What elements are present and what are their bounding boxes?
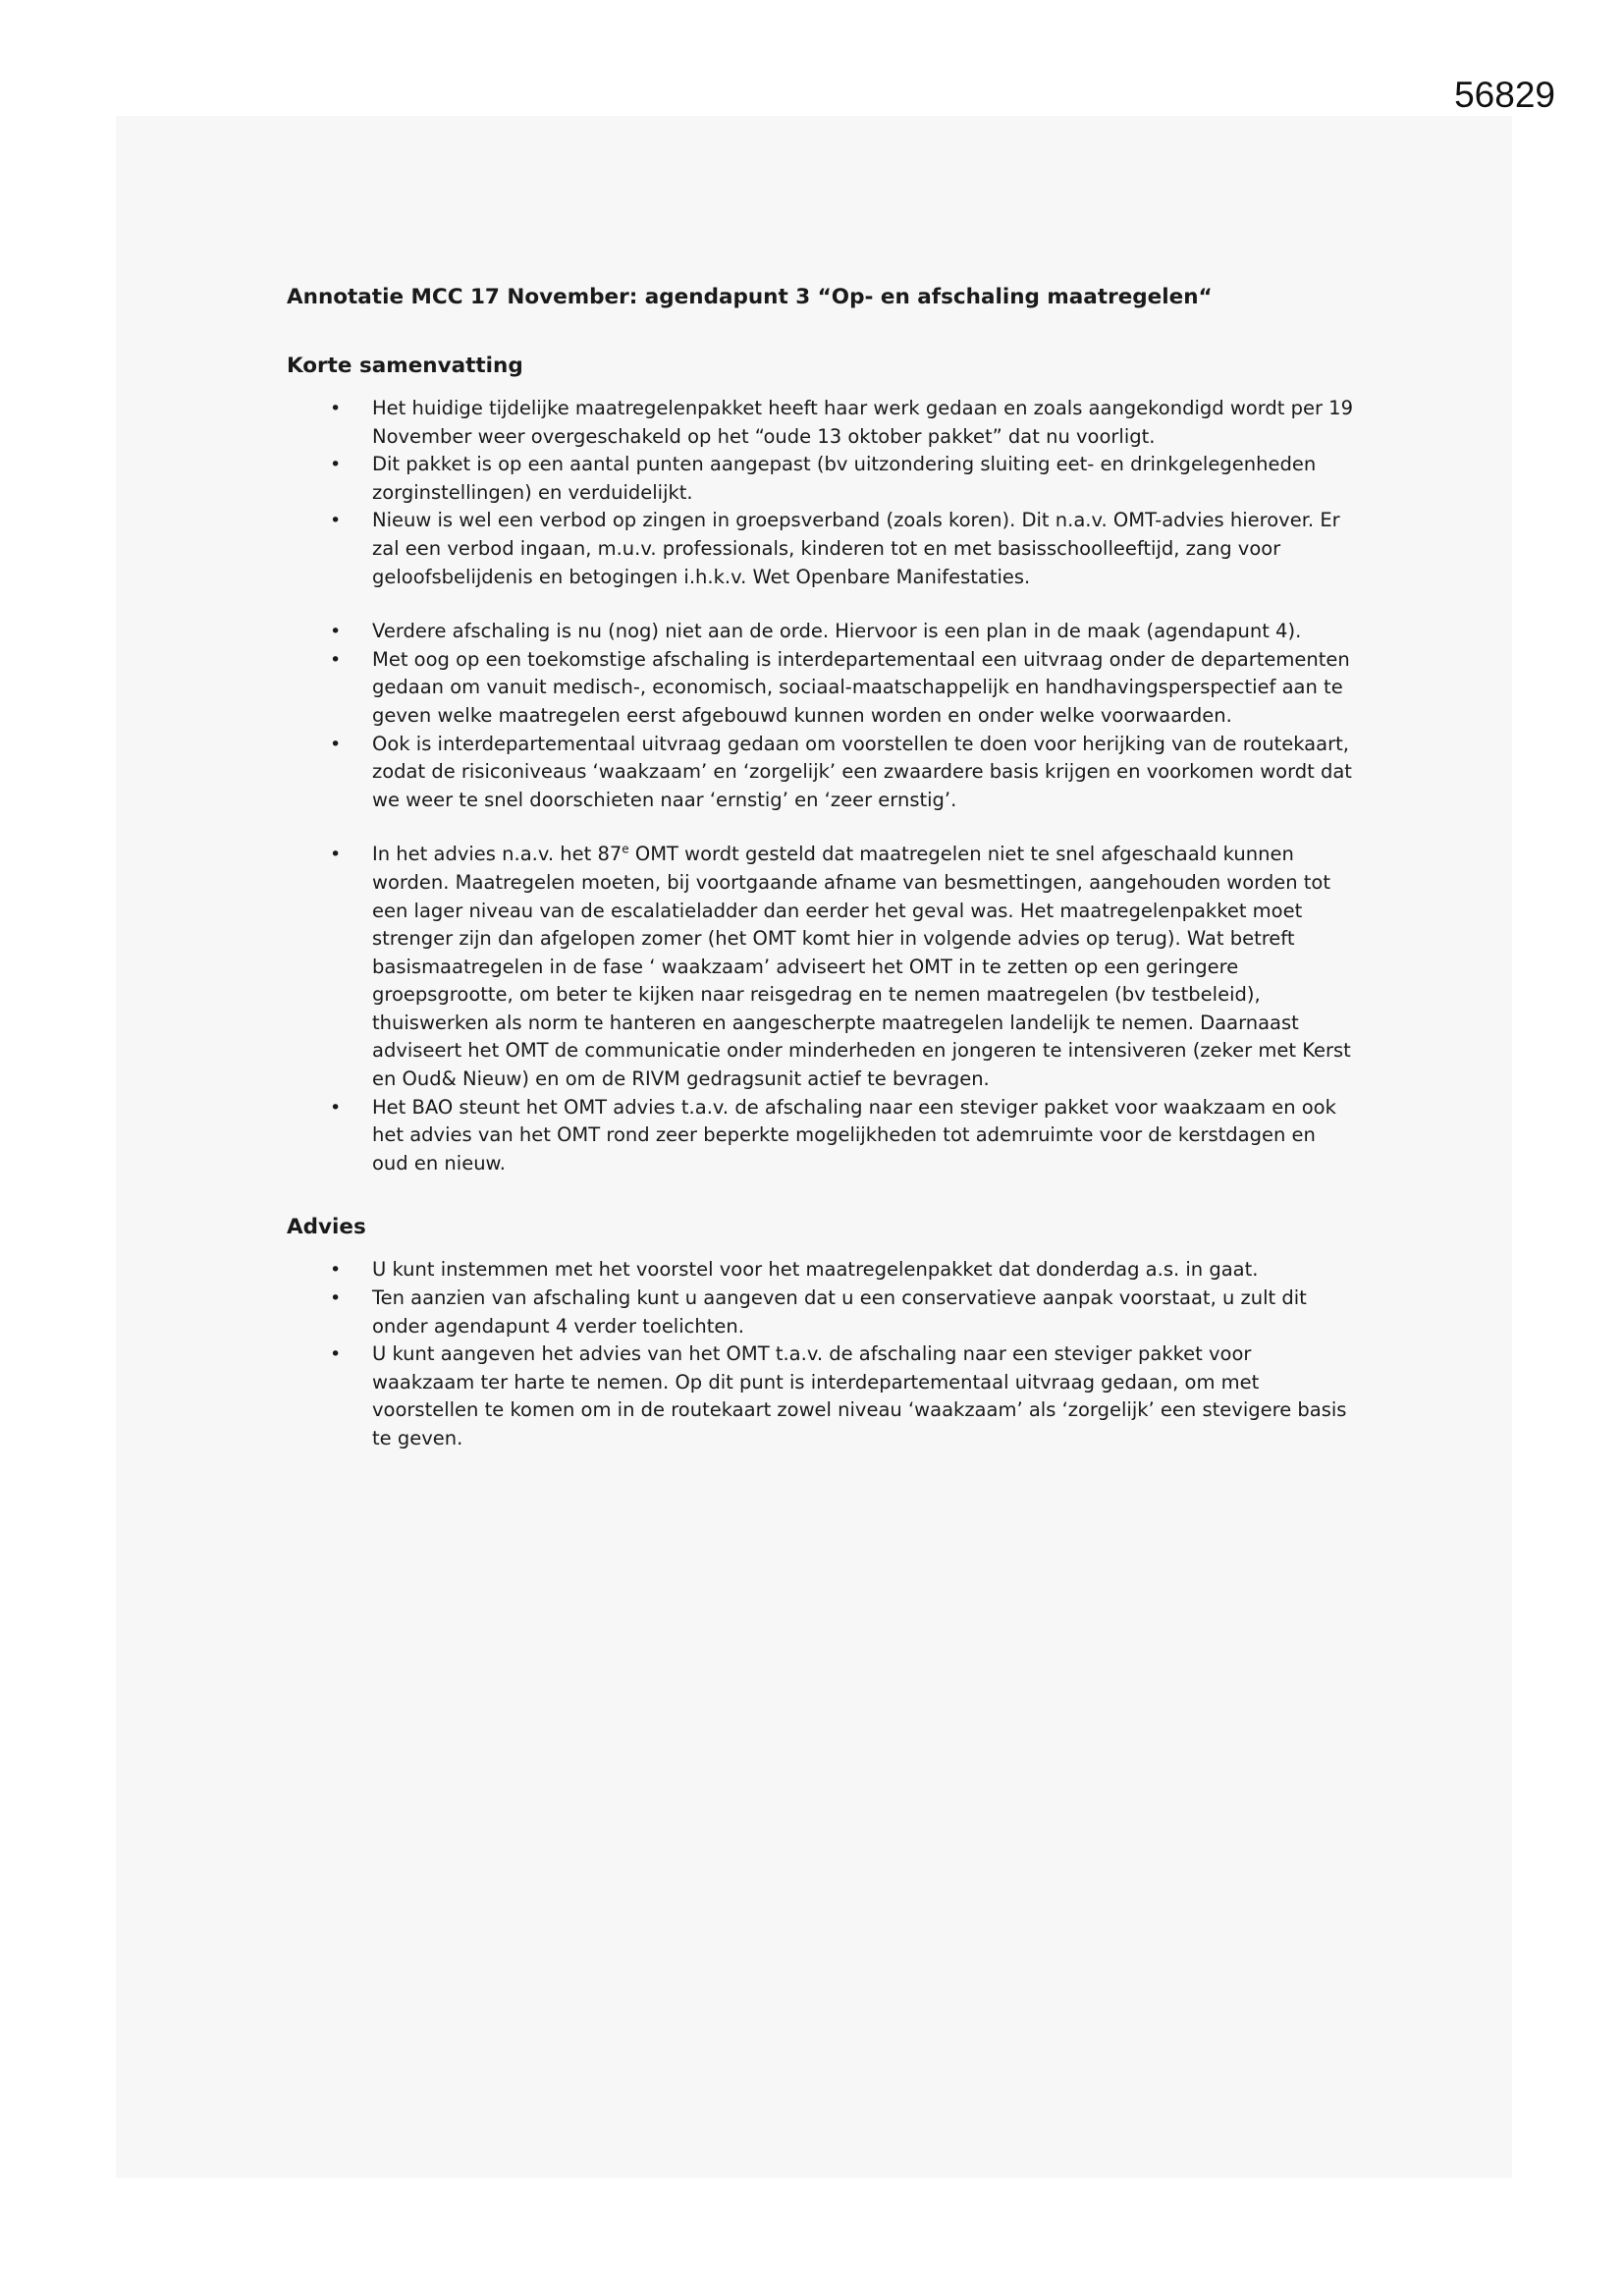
document-title: Annotatie MCC 17 November: agendapunt 3 “Op- en afschaling maatregelen“ <box>287 285 1213 309</box>
document-number: 56829 <box>1454 75 1555 115</box>
list-item: • In het advies n.a.v. het 87e OMT wordt gesteld dat maatregelen niet te snel afgeschaald kunnen worden. Maatregelen moeten, bij voortgaande afname van besmettingen, aangehouden worden tot een lager niveau van de escalatieladder dan eerder het geval was. Het maatregelenpakket moet strenger zijn dan afgelopen zomer (het OMT komt hier in volgende advies op terug). Wat betreft basismaatregelen in de fase ‘ waakzaam’ adviseert het OMT in te zetten op een geringere groepsgrootte, om beter te kijken naar reisgedrag en te nemen maatregelen (bv testbeleid), thuiswerken als norm te hanteren en aangescherpte maatregelen landelijk te nemen. Daarnaast adviseert het OMT de communicatie onder minderheden en jongeren te intensiveren (zeker met Kerst en Oud& Nieuw) en om de RIVM gedragsunit actief te bevragen. <box>330 842 1351 1091</box>
bullet-icon: • <box>330 1343 342 1366</box>
list-item: • U kunt aangeven het advies van het OMT t.a.v. de afschaling naar een steviger pakket voor waakzaam ter harte te nemen. Op dit punt is interdepartementaal uitvraag gedaan, om met voorstellen te komen om in de routekaart zowel niveau ‘waakzaam’ als ‘zorgelijk’ een stevigere basis te geven. <box>330 1342 1347 1449</box>
bullet-icon: • <box>330 398 342 419</box>
bullet-icon: • <box>330 1096 342 1119</box>
list-item: • U kunt instemmen met het voorstel voor het maatregelenpakket dat donderdag a.s. in gaat. <box>287 1256 1357 1285</box>
list-item: • Dit pakket is op een aantal punten aangepast (bv uitzondering sluiting eet- en drinkgelegenheden zorginstellingen) en verduidelijkt. <box>330 453 1317 504</box>
advice-heading: Advies <box>287 1215 366 1240</box>
summary-heading: Korte samenvatting <box>287 354 523 378</box>
advice-list <box>287 1256 1357 1452</box>
document-body <box>287 283 1357 1453</box>
bullet-icon: • <box>330 510 342 532</box>
list-item: • Met oog op een toekomstige afschaling is interdepartementaal een uitvraag onder de departementen gedaan om vanuit medisch-, economisch, sociaal-maatschappelijk en handhavingsperspectief aan te geven welke maatregelen eerst afgebouwd kunnen worden en onder welke voorwaarden. <box>330 647 1350 727</box>
list-item: • Verdere afschaling is nu (nog) niet aan de orde. Hiervoor is een plan in de maak (agendapunt 4). <box>287 618 1357 646</box>
bullet-icon: • <box>330 1259 342 1282</box>
bullet-icon: • <box>330 621 342 643</box>
list-item: • Het huidige tijdelijke maatregelenpakket heeft haar werk gedaan en zoals aangekondigd wordt per 19 November weer overgeschakeld op het “oude 13 oktober pakket” dat nu voorligt. <box>330 397 1353 448</box>
bullet-icon: • <box>330 733 342 755</box>
bullet-icon: • <box>330 1287 342 1310</box>
list-item: • Nieuw is wel een verbod op zingen in groepsverband (zoals koren). Dit n.a.v. OMT-advies hierover. Er zal een verbod ingaan, m.u.v. professionals, kinderen tot en met basisschoolleeftijd, zang voor geloofsbelijdenis en betogingen i.h.k.v. Wet Openbare Manifestaties. <box>330 509 1340 588</box>
list-item: • Ten aanzien van afschaling kunt u aangeven dat u een conservatieve aanpak voorstaat, u zult dit onder agendapunt 4 verder toelichten. <box>330 1286 1307 1338</box>
bullet-icon: • <box>330 454 342 476</box>
list-item: • Het BAO steunt het OMT advies t.a.v. de afschaling naar een steviger pakket voor waakzaam en ook het advies van het OMT rond zeer beperkte mogelijkheden tot ademruimte voor de kerstdagen en oud en nieuw. <box>330 1095 1336 1175</box>
summary-list <box>287 395 1357 1177</box>
bullet-icon: • <box>330 844 342 866</box>
list-item: • Ook is interdepartementaal uitvraag gedaan om voorstellen te doen voor herijking van de routekaart, zodat de risiconiveaus ‘waakzaam’ en ‘zorgelijk’ een zwaardere basis krijgen en voorkomen wordt dat we weer te snel doorschieten naar ‘ernstig’ en ‘zeer ernstig’. <box>330 732 1352 811</box>
bullet-icon: • <box>330 648 342 671</box>
